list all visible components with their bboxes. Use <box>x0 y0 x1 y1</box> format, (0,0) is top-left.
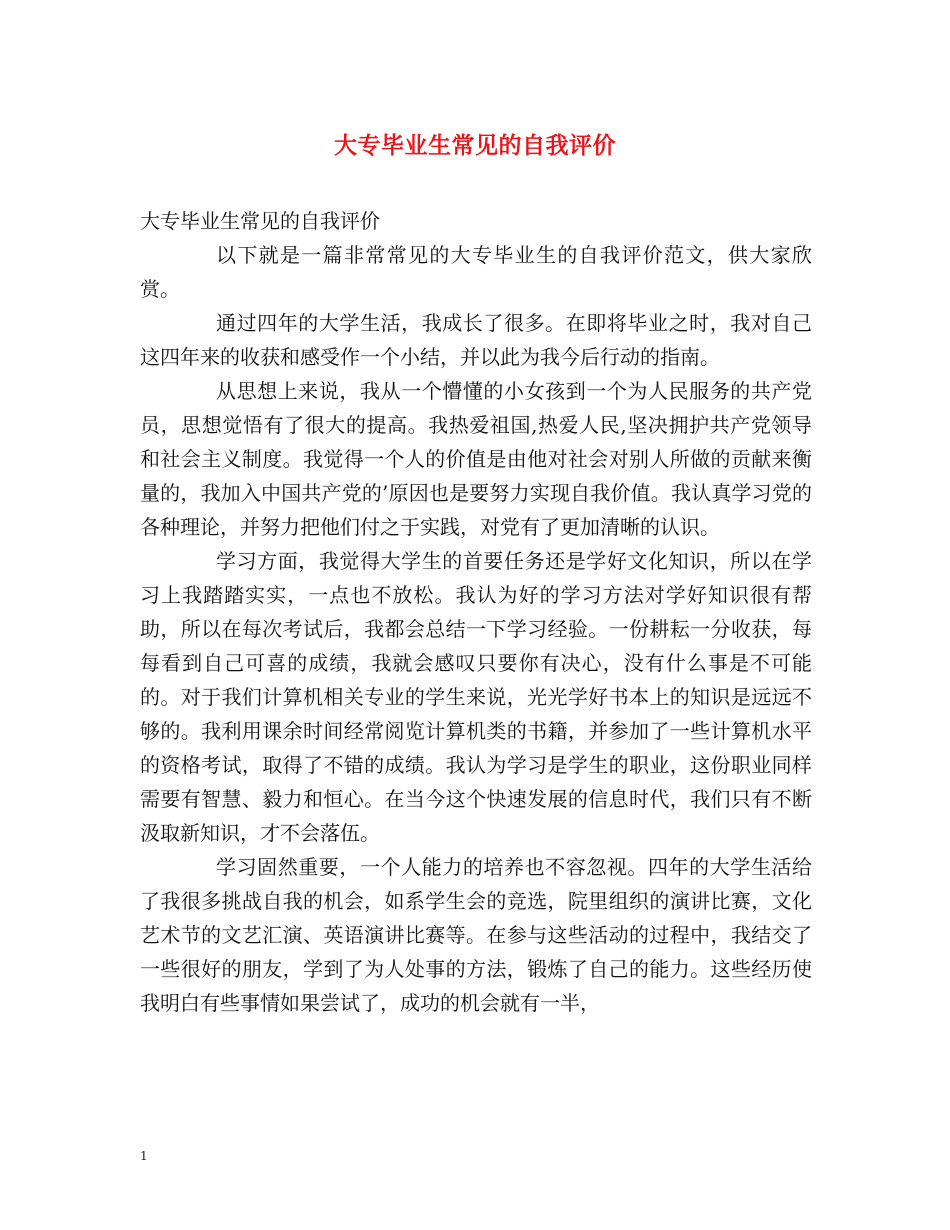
paragraph-study: 学习方面，我觉得大学生的首要任务还是学好文化知识，所以在学习上我踏踏实实，一点也不放松。我认为好的学习方法对学好知识很有帮助，所以在每次考试后，我都会总结一下学习经验。一份耕耘一分收获，每每看到自己可喜的成绩，我就会感叹只要你有决心，没有什么事是不可能的。对于我们计算机相关专业的学生来说，光光学好书本上的知识是远远不够的。我利用课余时间经常阅览计算机类的书籍，并参加了一些计算机水平的资格考试，取得了不错的成绩。我认为学习是学生的职业，这份职业同样需要有智慧、毅力和恒心。在当今这个快速发展的信息时代，我们只有不断汲取新知识，才不会落伍。 <box>140 549 812 845</box>
paragraph-ideology: 从思想上来说，我从一个懵懂的小女孩到一个为人民服务的共产党员，思想觉悟有了很大的提高。我热爱祖国,热爱人民,坚决拥护共产党领导和社会主义制度。我觉得一个人的价值是由他对社会对别人所做的贡献来衡量的，我加入中国共产党的’原因也是要努力实现自我价值。我认真学习党的各种理论，并努力把他们付之于实践，对党有了更加清晰的认识。 <box>140 379 812 539</box>
paragraph-summary: 通过四年的大学生活，我成长了很多。在即将毕业之时，我对自己这四年来的收获和感受作一个小结，并以此为我今后行动的指南。 <box>140 311 812 369</box>
paragraph-intro: 以下就是一篇非常常见的大专毕业生的自我评价范文，供大家欣赏。 <box>140 243 812 301</box>
section-heading: 大专毕业生常见的自我评价 <box>140 209 380 233</box>
document-body <box>140 204 812 1020</box>
page-number: 1 <box>140 1149 148 1163</box>
document-title: 大专毕业生常见的自我评价 <box>334 132 616 159</box>
paragraph-abilities: 学习固然重要，一个人能力的培养也不容忽视。四年的大学生活给了我很多挑战自我的机会，如系学生会的竞选，院里组织的演讲比赛，文化艺术节的文艺汇演、英语演讲比赛等。在参与这些活动的过程中，我结交了一些很好的朋友，学到了为人处事的方法，锻炼了自己的能力。这些经历使我明白有些事情如果尝试了，成功的机会就有一半， <box>140 855 812 1015</box>
